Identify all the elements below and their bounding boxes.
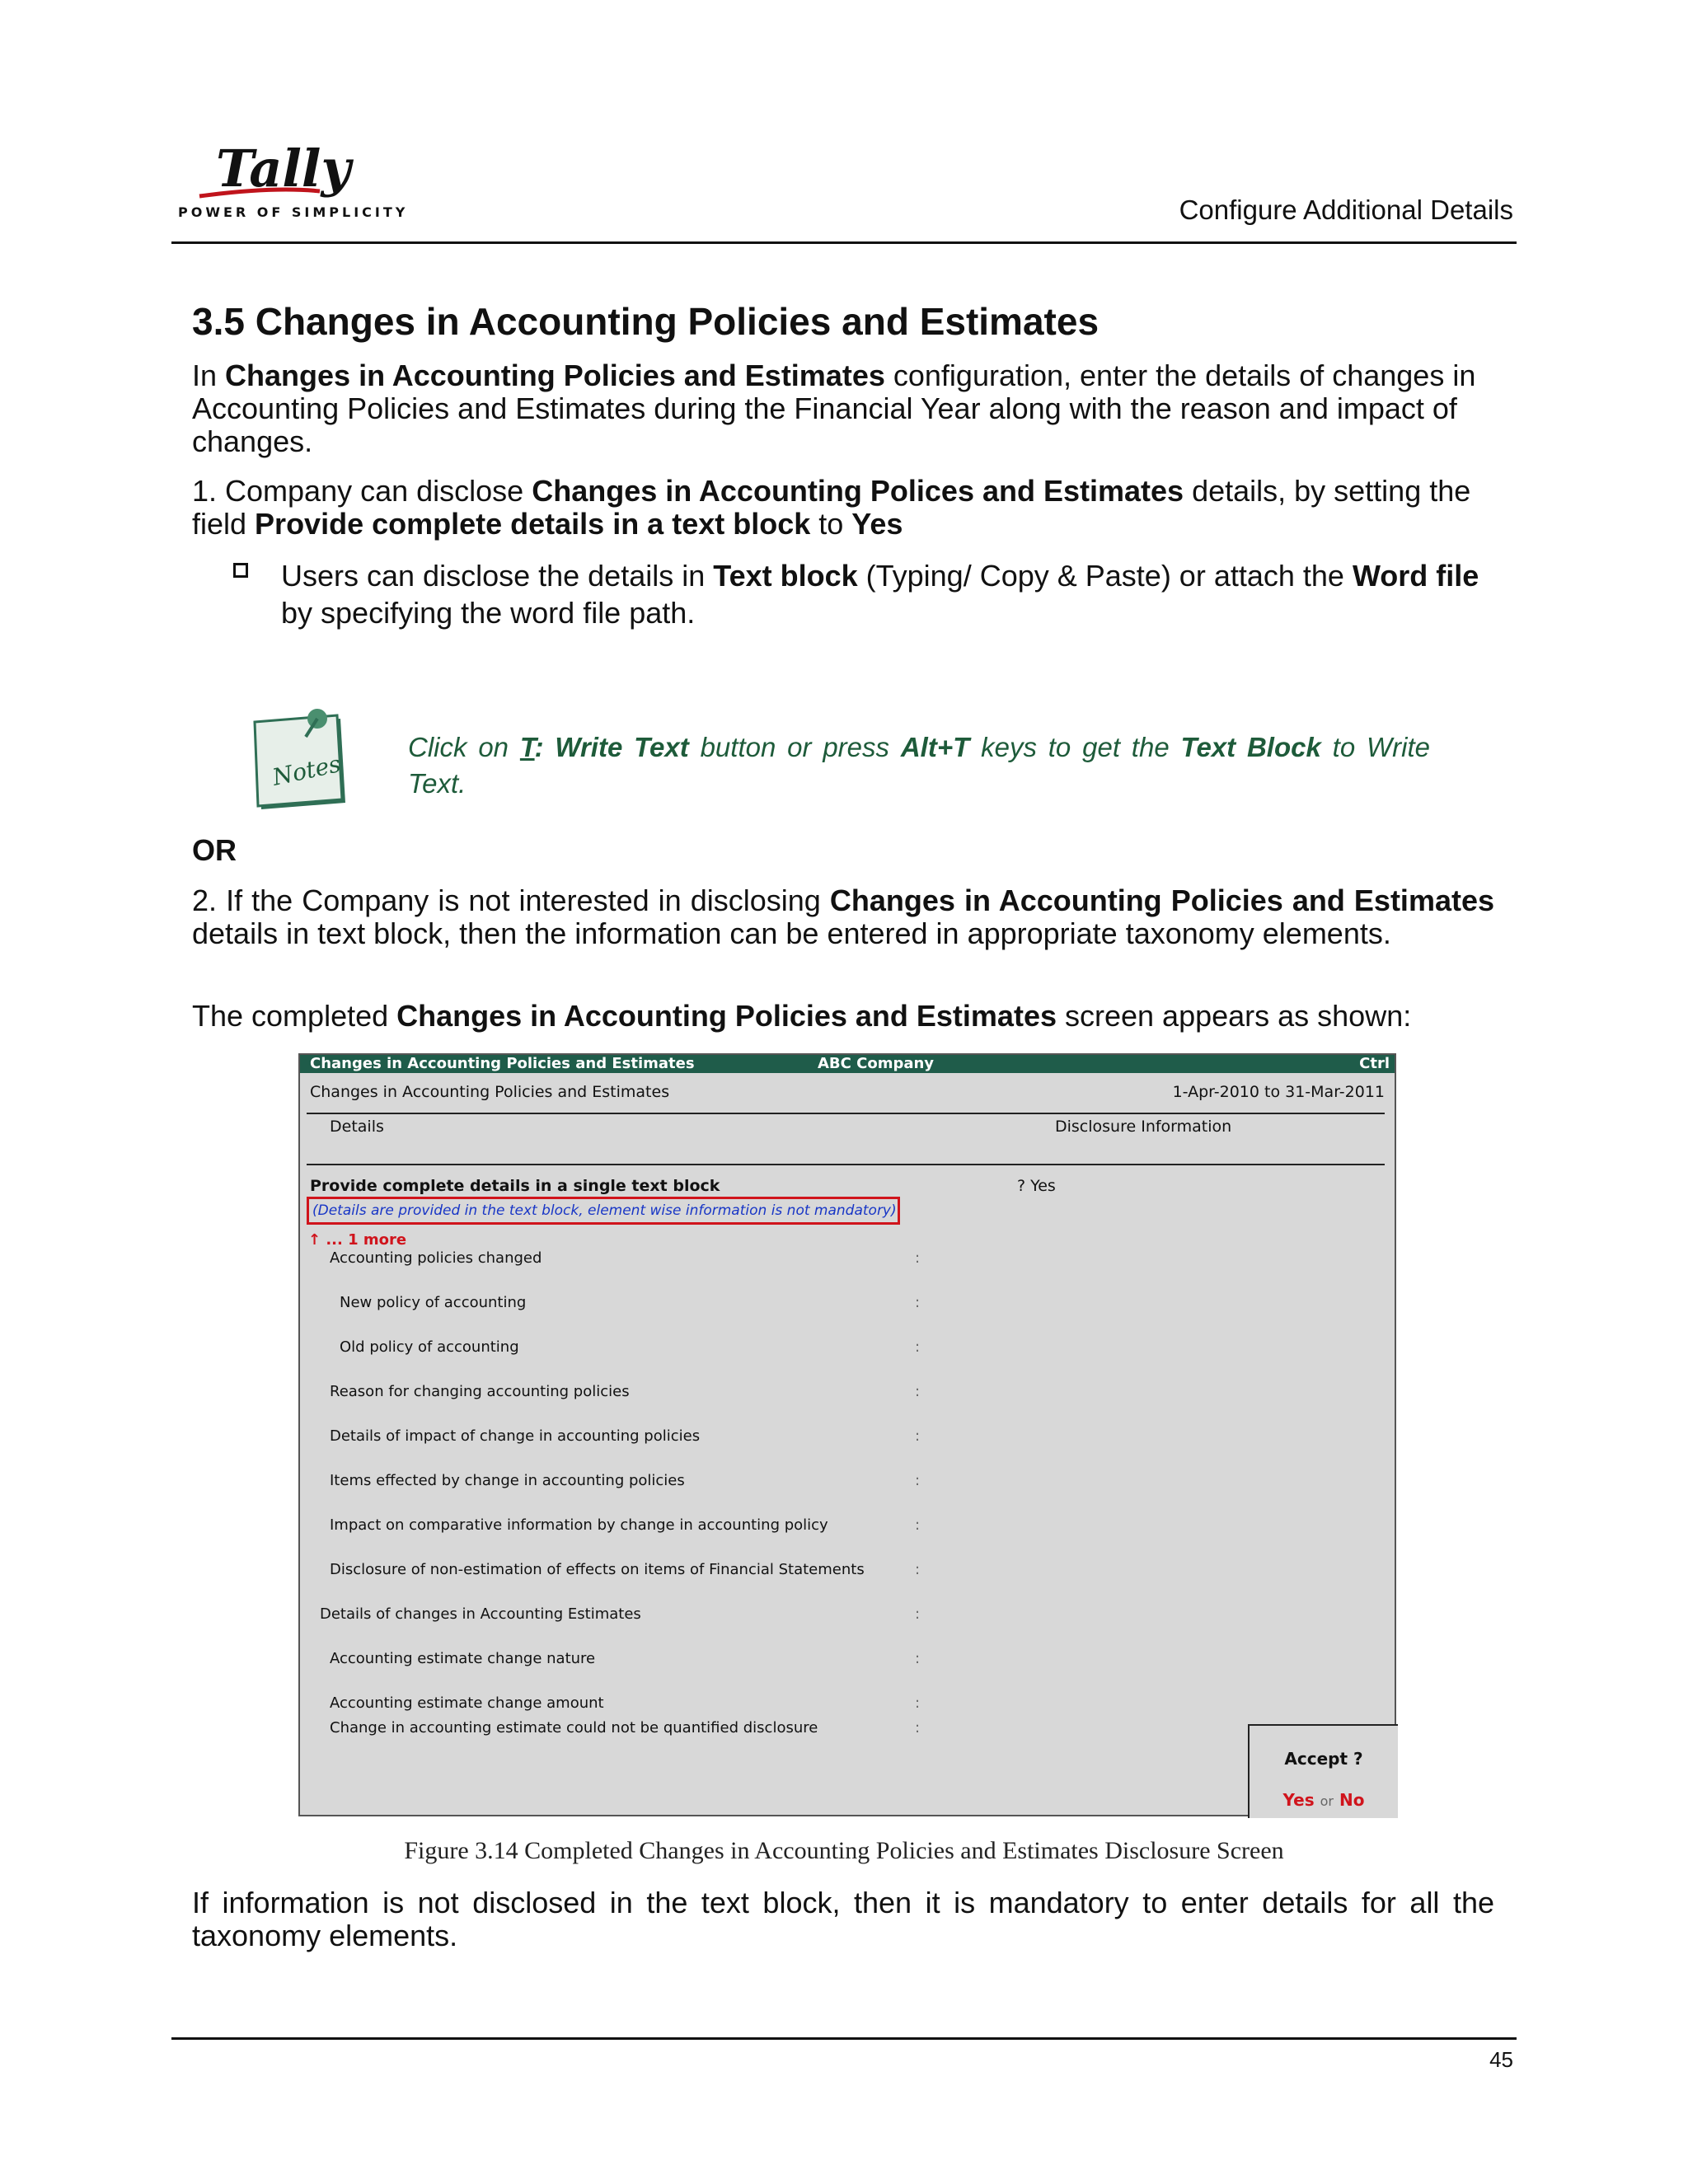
step-2-paragraph: 2. If the Company is not interested in disclosing Changes in Accounting Policies and Estimates details in text block, then the information can be entered in appropriate taxonomy elements. bbox=[192, 883, 1495, 950]
note-text: Click on T: Write Text button or press Alt+T keys to get the Text Block to Write Text. bbox=[408, 732, 1431, 799]
highlighted-note: (Details are provided in the text block, element wise information is not mandatory) bbox=[307, 1197, 900, 1225]
more-indicator[interactable]: ↑ ... 1 more bbox=[308, 1231, 407, 1249]
accept-no-button[interactable]: No bbox=[1339, 1790, 1365, 1810]
field-impact-details[interactable]: Details of impact of change in accounting policies bbox=[330, 1427, 701, 1445]
field-comparative-impact[interactable]: Impact on comparative information by change in accounting policy bbox=[330, 1516, 828, 1534]
accept-options: Yes or No bbox=[1282, 1790, 1365, 1810]
field-reason[interactable]: Reason for changing accounting policies bbox=[330, 1383, 630, 1400]
field-new-policy[interactable]: New policy of accounting bbox=[340, 1294, 527, 1311]
tally-screen: Changes in Accounting Policies and Estimates ABC Company Ctrl Changes in Accounting Policies and Estimates 1-Apr-2010 to 31-Mar-2011 Details Disclosure Information Provide complete details in a single text block ? Yes (Details are provided in the text block, element wise information is not mandatory) ↑ ... 1 more Accounting policies changed : New policy of accounting : Old policy of accounting : Reason for changing accounting policies : Details of impact of change in accounting policies : Items effected by change in accounting policies : Impact on comparative information by change in accounting policy : Disclosure of non-estimation of effects on items of Financial Statements : Details of changes in Accounting Estimates : Accounting estimate change nature : Accounting estimate change amount : Change in accounting estimate could not be quantified disclosure : Accept ? Yes or No bbox=[298, 1053, 1396, 1816]
field-accounting-policies-changed[interactable]: Accounting policies changed bbox=[330, 1249, 542, 1267]
section-header: Configure Additional Details bbox=[1179, 194, 1513, 225]
svg-text:Tally: Tally bbox=[216, 138, 351, 199]
accept-dialog bbox=[1248, 1724, 1398, 1818]
accept-question: Accept ? bbox=[1284, 1749, 1363, 1769]
closing-paragraph: If information is not disclosed in the text block, then it is mandatory to enter details for all the taxonomy elements. bbox=[192, 1886, 1494, 1952]
intro-paragraph: In Changes in Accounting Policies and Estimates configuration, enter the details of changes in Accounting Policies and Estimates during the Financial Year along with the reason and impact of changes. bbox=[192, 359, 1476, 458]
bullet-square-icon bbox=[233, 563, 248, 578]
field-not-quantified-disclosure[interactable]: Change in accounting estimate could not be quantified disclosure bbox=[330, 1719, 818, 1736]
page-number: 45 bbox=[1489, 2047, 1513, 2072]
page-title: 3.5 Changes in Accounting Policies and Estimates bbox=[192, 300, 1100, 343]
screen-period: 1-Apr-2010 to 31-Mar-2011 bbox=[1172, 1083, 1385, 1101]
screen-divider bbox=[307, 1164, 1385, 1165]
accept-yes-button[interactable]: Yes bbox=[1282, 1790, 1315, 1810]
tally-logo-mark bbox=[175, 132, 373, 206]
titlebar-ctrl: Ctrl bbox=[1359, 1055, 1390, 1072]
header-rule bbox=[171, 241, 1517, 244]
completed-paragraph: The completed Changes in Accounting Policies and Estimates screen appears as shown: bbox=[192, 999, 1412, 1033]
logo-tagline: POWER OF SIMPLICITY bbox=[178, 204, 409, 220]
field-estimate-change-nature[interactable]: Accounting estimate change nature bbox=[330, 1650, 596, 1667]
titlebar-company: ABC Company bbox=[818, 1055, 935, 1072]
tally-logo bbox=[175, 132, 409, 223]
or-label: OR bbox=[192, 833, 237, 867]
titlebar-left: Changes in Accounting Policies and Estimates bbox=[310, 1055, 695, 1072]
screen-subtitle: Changes in Accounting Policies and Estimates bbox=[310, 1083, 670, 1101]
details-column-header: Details bbox=[330, 1118, 384, 1136]
screen-divider bbox=[307, 1113, 1385, 1114]
step-1-paragraph: 1. Company can disclose Changes in Accounting Polices and Estimates details, by setting the field Provide complete details in a text block to Yes bbox=[192, 474, 1471, 541]
disclosure-column-header: Disclosure Information bbox=[1055, 1118, 1232, 1136]
svg-text:Notes: Notes bbox=[270, 750, 344, 791]
bullet-text: Users can disclose the details in Text block (Typing/ Copy & Paste) or attach the Word file by specifying the word file path. bbox=[281, 559, 1479, 630]
field-non-estimation-disclosure[interactable]: Disclosure of non-estimation of effects on items of Financial Statements bbox=[330, 1561, 865, 1578]
provide-text-block-value[interactable]: ? Yes bbox=[1017, 1177, 1056, 1195]
figure-caption: Figure 3.14 Completed Changes in Accounting Policies and Estimates Disclosure Screen bbox=[404, 1837, 1284, 1864]
field-estimate-change-amount[interactable]: Accounting estimate change amount bbox=[330, 1694, 604, 1712]
footer-rule bbox=[171, 2037, 1517, 2040]
field-estimates-details[interactable]: Details of changes in Accounting Estimates bbox=[320, 1605, 641, 1623]
field-old-policy[interactable]: Old policy of accounting bbox=[340, 1338, 519, 1356]
field-items-effected[interactable]: Items effected by change in accounting policies bbox=[330, 1472, 685, 1489]
screen-titlebar bbox=[300, 1055, 1395, 1073]
notes-icon bbox=[251, 701, 359, 816]
provide-text-block-label: Provide complete details in a single text block bbox=[310, 1177, 720, 1195]
